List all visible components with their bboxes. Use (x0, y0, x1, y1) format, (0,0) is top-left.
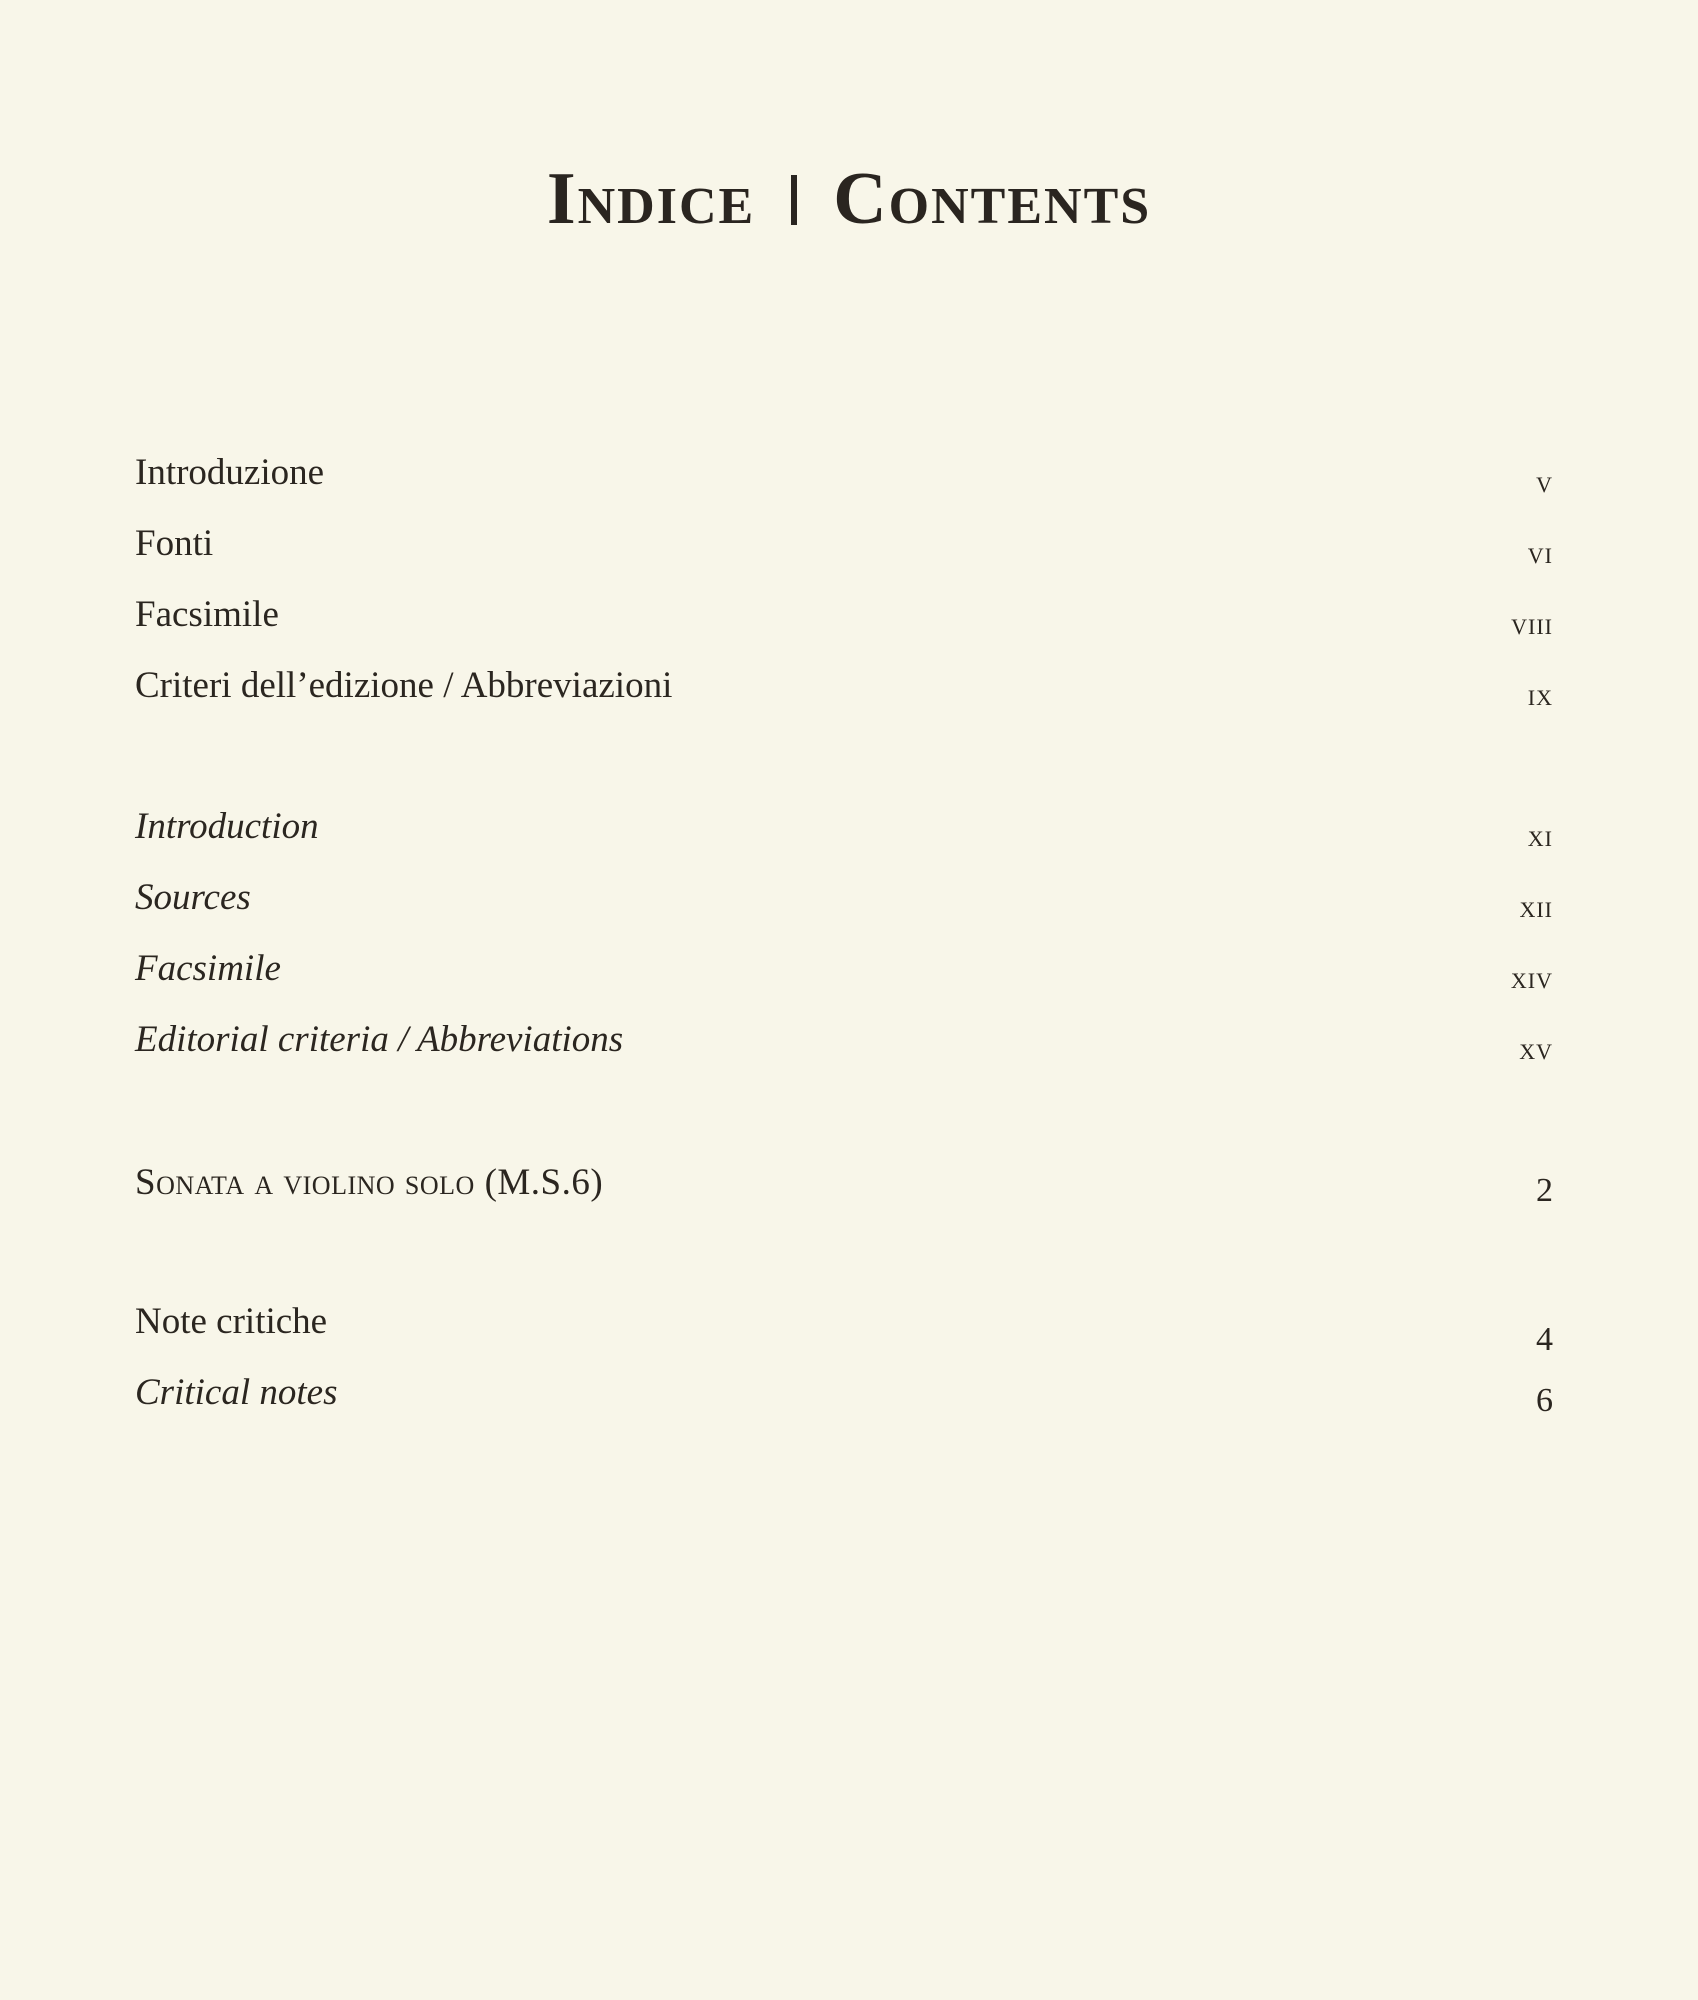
toc-entry-introduction (135, 802, 1553, 852)
toc-entry-page: 6 (1536, 1382, 1553, 1419)
toc-entry-label: Sources (135, 877, 251, 918)
toc-entry-page: xii (1519, 888, 1553, 924)
toc-entry-label: Sonata a violino solo (M.S.6) (135, 1162, 604, 1203)
toc-entry-page: 2 (1536, 1172, 1553, 1209)
toc-entry-label: Critical notes (135, 1372, 338, 1413)
toc-entry-page: 4 (1536, 1321, 1553, 1358)
title-separator (791, 175, 797, 225)
toc-entry-facsimile-en (135, 944, 1553, 994)
toc-entry-label: Editorial criteria / Abbreviations (135, 1019, 624, 1060)
toc-entry-label: Introduction (135, 806, 319, 847)
toc-entry-page: xi (1527, 817, 1553, 853)
toc-entry-label: Criteri dell’edizione / Abbreviazioni (135, 665, 673, 706)
toc-entry-facsimile-it (135, 590, 1553, 640)
toc-entry-label: Facsimile (135, 948, 281, 989)
toc-entry-sonata (135, 1158, 1553, 1208)
toc-entry-page: xiv (1510, 959, 1553, 995)
toc-entry-page: v (1536, 463, 1553, 499)
toc-entry-fonti (135, 519, 1553, 569)
title-english: Contents (833, 157, 1152, 240)
title-italian: Indice (546, 157, 756, 240)
toc-entry-label: Fonti (135, 523, 214, 564)
toc-entry-page: xv (1519, 1030, 1553, 1066)
toc-entry-page: vi (1527, 534, 1553, 570)
toc-entry-critical-notes (135, 1368, 1553, 1418)
toc-entry-introduzione (135, 448, 1553, 498)
page-title (0, 157, 1698, 240)
toc-entry-editorial-criteria (135, 1015, 1553, 1065)
toc-entry-label: Introduzione (135, 452, 325, 493)
toc-entry-criteri (135, 661, 1553, 711)
toc-entry-label: Facsimile (135, 594, 279, 635)
toc-entry-page: ix (1527, 676, 1553, 712)
toc-entry-note-critiche (135, 1297, 1553, 1358)
toc-entry-label: Note critiche (135, 1301, 328, 1342)
toc-entry-page: viii (1511, 605, 1553, 641)
toc-entry-sources (135, 873, 1553, 923)
